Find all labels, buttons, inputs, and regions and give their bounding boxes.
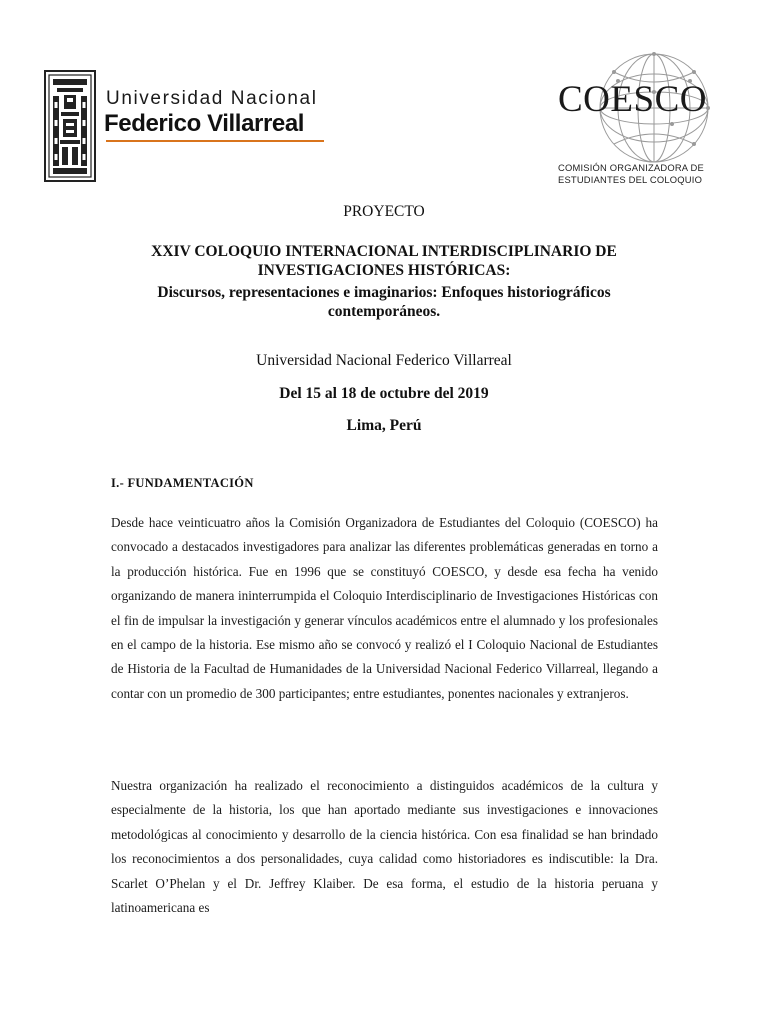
section-heading: I.- FUNDAMENTACIÓN: [111, 476, 254, 490]
body-paragraph: Desde hace veinticuatro años la Comisión Organizadora de Estudiantes del Coloquio (COESCO) ha convocado a destacados investigadores para analizar las diferentes problemáticas generadas en torno a la producción histórica. Fue en 1996 que se constituyó COESCO, y desde esa fecha ha venido organizando de manera ininterrumpida el Coloquio Interdisciplinario de Investigaciones Históricas con el fin de impulsar la investigación y generar vínculos académicos entre el alumnado y los profesionales en el campo de la historia. Ese mismo año se convocó y realizó el I Coloquio Nacional de Estudiantes de Historia de la Facultad de Humanidades de la Universidad Nacional Federico Villarreal, llegando a contar con un promedio de 300 participantes; entre estudiantes, ponentes nacionales y extranjeros.: [111, 515, 658, 701]
unfv-name-line2: Federico Villarreal: [104, 110, 305, 137]
unfv-logo: [44, 68, 334, 184]
event-subtitle: Discursos, representaciones e imaginarios: Enfoques historiográficos contemporáneos.: [157, 284, 611, 320]
coesco-logo: [550, 46, 726, 192]
unfv-accent-rule: [106, 140, 324, 142]
unfv-emblem-icon: [44, 70, 96, 182]
event-title: XXIV COLOQUIO INTERNACIONAL INTERDISCIPLINARIO DE INVESTIGACIONES HISTÓRICAS:: [151, 243, 617, 279]
event-dates: Del 15 al 18 de octubre del 2019: [279, 385, 489, 402]
document-label: PROYECTO: [343, 203, 425, 220]
host-university: Universidad Nacional Federico Villarreal: [256, 352, 512, 369]
coesco-wordmark: COESCO: [558, 79, 707, 120]
coesco-subtitle-line1: COMISIÓN ORGANIZADORA DE: [558, 162, 704, 173]
event-location: Lima, Perú: [346, 417, 422, 434]
unfv-name-line1: Universidad Nacional: [106, 88, 318, 109]
coesco-subtitle-line2: ESTUDIANTES DEL COLOQUIO: [558, 174, 703, 185]
body-paragraph: Nuestra organización ha realizado el reconocimiento a distinguidos académicos de la cultura y especialmente de la historia, los que han aportado mediante sus investigaciones e innovaciones metodológicas al conocimiento y desarrollo de la ciencia histórica. Con esa finalidad se han brindado los reconocimientos a dos personalidades, cuya calidad como historiadores es indiscutible: la Dra. Scarlet O’Phelan y el Dr. Jeffrey Klaiber. De esa forma, el estudio de la historia peruana y latinoamericana es: [111, 778, 658, 916]
